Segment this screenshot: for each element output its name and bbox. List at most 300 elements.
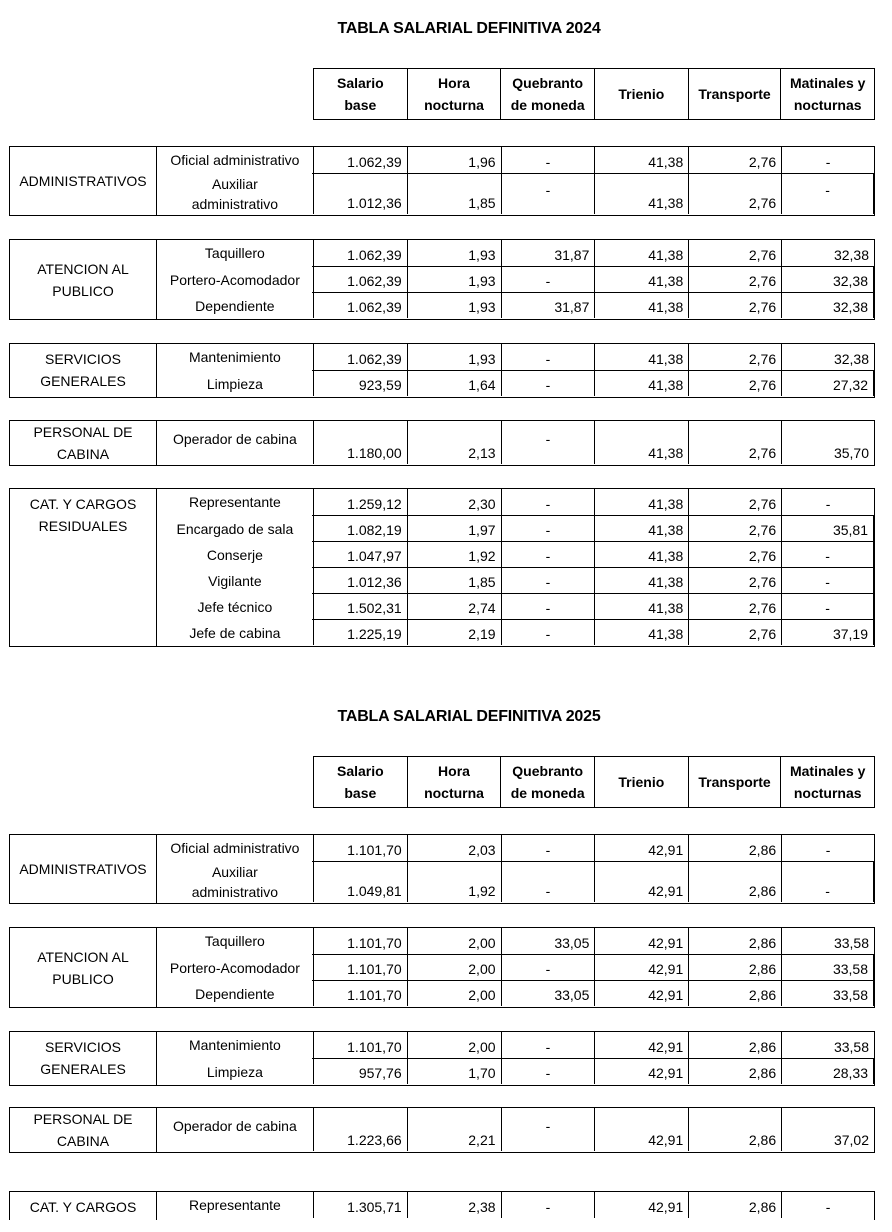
column-header-label — [698, 83, 770, 105]
group-block — [9, 420, 875, 466]
group-rows — [157, 835, 874, 902]
cell-salario-base: 1.101,70 — [314, 928, 408, 954]
group-name-line: PUBLICO — [52, 970, 114, 987]
divider-mask — [157, 1058, 312, 1059]
group-name-text — [37, 946, 129, 990]
cell-trienio: 42,91 — [595, 862, 689, 902]
cell-quebranto-moneda: - — [502, 542, 596, 567]
cell-hora-nocturna: 1,64 — [408, 371, 502, 396]
cell-quebranto-moneda: 33,05 — [502, 928, 596, 954]
category-label: Representante — [157, 489, 314, 515]
cell-salario-base: 1.082,19 — [314, 516, 408, 541]
cell-quebranto-moneda: 31,87 — [502, 240, 596, 266]
group-name-line: CABINA — [56, 446, 110, 462]
table-row — [157, 1192, 874, 1218]
table-row — [157, 266, 874, 292]
cell-matinales-nocturnas: 37,02 — [833, 1132, 869, 1148]
group-block — [9, 488, 875, 647]
column-header-line: nocturna — [424, 785, 484, 801]
column-header-label — [511, 72, 585, 116]
column-header-label — [618, 771, 664, 793]
column-header-trienio — [595, 757, 689, 807]
group-rows — [157, 1192, 874, 1218]
group-name — [10, 835, 157, 903]
column-header-label — [337, 760, 384, 804]
category-label: Jefe técnico — [157, 594, 314, 619]
category-label: Operador de cabina — [157, 421, 314, 464]
group-name-text — [40, 348, 126, 392]
group-block — [9, 927, 875, 1008]
column-header-hora-nocturna — [408, 69, 502, 119]
cell-quebranto-moneda: - — [502, 489, 596, 515]
cell-trienio: 41,38 — [595, 147, 689, 173]
table-row — [157, 541, 874, 567]
cell-hora-nocturna: 1,92 — [408, 542, 502, 567]
column-header-row — [313, 756, 875, 808]
column-header-line: Trienio — [618, 86, 665, 102]
cell-transporte: 2,76 — [689, 568, 782, 593]
table-row — [157, 1058, 874, 1084]
group-name-text — [19, 170, 146, 192]
cell-matinales-nocturnas: - — [825, 1199, 831, 1215]
cell-trienio: 41,38 — [595, 542, 689, 567]
group-block — [9, 343, 875, 398]
cell-salario-base: 1.305,71 — [314, 1192, 408, 1218]
table-row — [157, 593, 874, 619]
column-header-row — [313, 68, 875, 120]
group-name-text — [33, 421, 132, 465]
group-name-line: ATENCION AL — [37, 948, 129, 965]
cell-hora-nocturna: 1,93 — [408, 344, 502, 370]
column-header-salario-base — [314, 757, 408, 807]
cell-matinales-nocturnas: 33,58 — [782, 981, 874, 1006]
group-name-text — [19, 858, 146, 880]
cell-transporte: 2,76 — [689, 489, 782, 515]
cell-salario-base: 1.223,66 — [314, 1108, 408, 1151]
cell-trienio: 41,38 — [595, 421, 689, 464]
divider-mask — [157, 593, 312, 594]
group-name-text — [30, 1196, 137, 1218]
table-row — [157, 619, 874, 645]
cell-matinales-nocturnas: 33,58 — [833, 935, 870, 951]
cell-transporte: 2,76 — [689, 267, 782, 292]
cell-hora-nocturna: 1,92 — [408, 862, 502, 902]
cell-salario-base: 923,59 — [314, 371, 408, 396]
cell-hora-nocturna: 1,85 — [408, 174, 502, 214]
cell-hora-nocturna: 1,97 — [408, 516, 502, 541]
cell-hora-nocturna: 2,00 — [408, 955, 502, 980]
divider-mask — [157, 980, 312, 981]
cell-matinales-nocturnas: 32,38 — [782, 293, 874, 318]
cell-quebranto-moneda: - — [502, 955, 596, 980]
cell-transporte: 2,76 — [689, 516, 782, 541]
group-name — [10, 1192, 157, 1220]
column-header-matinales-nocturnas — [781, 757, 875, 807]
table-row — [157, 489, 874, 515]
column-header-quebranto-moneda — [501, 69, 595, 119]
cell-hora-nocturna: 1,93 — [408, 240, 502, 266]
table-row — [157, 1032, 874, 1058]
cell-hora-nocturna: 1,96 — [408, 147, 502, 173]
table-title: TABLA SALARIAL DEFINITIVA 2025 — [337, 708, 601, 725]
cell-transporte: 2,86 — [689, 1108, 782, 1151]
cell-matinales-nocturnas: 33,58 — [782, 955, 874, 980]
table-row — [157, 421, 874, 464]
group-name — [10, 147, 157, 215]
cell-hora-nocturna: 2,00 — [408, 1032, 502, 1058]
column-header-label — [618, 83, 664, 105]
cell-trienio: 42,91 — [595, 981, 689, 1006]
cell-matinales-nocturnas: 33,58 — [833, 1039, 869, 1055]
group-rows — [157, 421, 874, 464]
group-rows — [157, 240, 874, 318]
cell-transporte: 2,86 — [689, 862, 782, 902]
column-header-line: Salario — [336, 75, 384, 91]
group-rows — [157, 147, 874, 214]
category-line: administrativo — [191, 884, 279, 900]
cell-trienio: 41,38 — [595, 620, 689, 645]
column-header-label — [337, 72, 384, 116]
group-name-line: ATENCION AL — [37, 260, 129, 277]
divider-mask — [157, 266, 312, 267]
cell-matinales-nocturnas: 35,70 — [833, 445, 869, 461]
group-name-text — [37, 258, 129, 302]
column-header-line: Quebranto — [512, 763, 584, 779]
group-name-line: PERSONAL DE — [33, 424, 133, 440]
cell-transporte: 2,86 — [689, 1032, 782, 1058]
column-header-line: nocturna — [424, 97, 484, 113]
group-name — [10, 489, 157, 646]
cell-matinales-nocturnas: 35,81 — [782, 516, 874, 541]
category-label: Representante — [157, 1192, 314, 1218]
group-name-line: ADMINISTRATIVOS — [19, 861, 147, 877]
cell-matinales-nocturnas: - — [825, 154, 831, 170]
cell-trienio: 42,91 — [595, 1192, 689, 1218]
table-row — [157, 344, 874, 370]
group-name-line: SERVICIOS — [45, 1039, 121, 1055]
category-label: Dependiente — [157, 293, 314, 318]
column-header-line: Hora — [438, 75, 470, 91]
column-header-line: nocturnas — [793, 97, 862, 113]
divider-mask — [157, 173, 312, 174]
category-line: administrativo — [191, 196, 279, 212]
column-header-hora-nocturna — [408, 757, 502, 807]
table-row — [157, 928, 874, 954]
category-label: Taquillero — [157, 240, 314, 266]
cell-matinales-nocturnas: 32,38 — [833, 247, 870, 263]
cell-quebranto-moneda: - — [502, 1108, 596, 1151]
cell-hora-nocturna: 1,70 — [408, 1059, 502, 1084]
cell-trienio: 42,91 — [595, 928, 689, 954]
cell-matinales-nocturnas: - — [782, 542, 874, 567]
cell-transporte: 2,76 — [689, 620, 782, 645]
cell-trienio: 42,91 — [595, 1032, 689, 1058]
column-header-label — [511, 760, 585, 804]
table-row — [157, 147, 874, 173]
cell-transporte: 2,86 — [689, 1192, 782, 1218]
cell-hora-nocturna: 1,93 — [408, 267, 502, 292]
category-label: Oficial administrativo — [157, 147, 314, 173]
cell-transporte: 2,76 — [689, 344, 782, 370]
cell-quebranto-moneda: - — [502, 568, 596, 593]
column-header-label — [698, 771, 770, 793]
column-header-line: base — [344, 785, 377, 801]
cell-matinales-nocturnas: 28,33 — [782, 1059, 874, 1084]
cell-matinales-nocturnas: - — [825, 496, 831, 512]
group-name — [10, 928, 157, 1007]
cell-quebranto-moneda: 31,87 — [502, 293, 596, 318]
table-row — [157, 1108, 874, 1151]
cell-hora-nocturna: 2,00 — [408, 928, 502, 954]
cell-quebranto-moneda: - — [502, 344, 596, 370]
cell-matinales-nocturnas: 32,38 — [782, 267, 874, 292]
column-header-line: Matinales y — [789, 763, 866, 779]
group-name-line: CAT. Y CARGOS — [29, 1199, 137, 1215]
table-row — [157, 835, 874, 861]
column-header-line: Matinales y — [789, 75, 866, 91]
column-header-salario-base — [314, 69, 408, 119]
table-row — [157, 861, 874, 902]
cell-matinales-nocturnas: 37,19 — [782, 620, 874, 645]
cell-quebranto-moneda: - — [502, 1032, 596, 1058]
column-header-line: de moneda — [510, 97, 585, 113]
cell-quebranto-moneda: - — [502, 421, 596, 464]
cell-transporte: 2,86 — [689, 928, 782, 954]
column-header-line: Transporte — [698, 86, 771, 102]
column-header-line: Salario — [336, 763, 384, 779]
cell-quebranto-moneda: - — [502, 620, 596, 645]
cell-salario-base: 1.012,36 — [314, 174, 408, 214]
cell-quebranto-moneda: - — [502, 516, 596, 541]
column-header-matinales-nocturnas — [781, 69, 875, 119]
category-label: Limpieza — [157, 1059, 314, 1084]
cell-quebranto-moneda: - — [502, 862, 596, 902]
cell-hora-nocturna: 1,85 — [408, 568, 502, 593]
divider-mask — [157, 370, 312, 371]
cell-transporte: 2,76 — [689, 594, 782, 619]
cell-matinales-nocturnas: - — [782, 174, 874, 214]
group-block — [9, 1191, 875, 1220]
category-line: Auxiliar — [211, 864, 258, 880]
category-label — [157, 862, 314, 902]
cell-hora-nocturna: 2,03 — [408, 835, 502, 861]
cell-salario-base: 1.101,70 — [314, 955, 408, 980]
column-header-line: Quebranto — [512, 75, 584, 91]
cell-salario-base: 1.062,39 — [314, 267, 408, 292]
column-header-quebranto-moneda — [501, 757, 595, 807]
cell-salario-base: 1.180,00 — [314, 421, 408, 464]
divider-mask — [157, 567, 312, 568]
group-name-line: ADMINISTRATIVOS — [19, 173, 147, 189]
cell-salario-base: 1.062,39 — [314, 147, 408, 173]
group-name-line: SERVICIOS — [45, 351, 121, 367]
cell-salario-base: 1.225,19 — [314, 620, 408, 645]
cell-quebranto-moneda: - — [502, 267, 596, 292]
category-label: Encargado de sala — [157, 516, 314, 541]
group-name-line: CAT. Y CARGOS — [29, 496, 137, 512]
group-block — [9, 1107, 875, 1153]
cell-transporte: 2,76 — [689, 293, 782, 318]
divider-mask — [157, 541, 312, 542]
group-block — [9, 834, 875, 904]
column-header-label — [790, 72, 865, 116]
cell-quebranto-moneda: - — [502, 835, 596, 861]
column-header-transporte — [689, 69, 782, 119]
cell-trienio: 41,38 — [595, 267, 689, 292]
group-rows — [157, 344, 874, 396]
cell-hora-nocturna: 2,13 — [408, 421, 502, 464]
cell-quebranto-moneda: - — [502, 1192, 596, 1218]
column-header-line: nocturnas — [793, 785, 862, 801]
cell-transporte: 2,76 — [689, 542, 782, 567]
category-label: Dependiente — [157, 981, 314, 1006]
group-name-line: GENERALES — [40, 1061, 126, 1077]
cell-hora-nocturna: 2,19 — [408, 620, 502, 645]
category-label: Oficial administrativo — [157, 835, 314, 861]
cell-trienio: 41,38 — [595, 489, 689, 515]
group-name-text — [40, 1036, 126, 1080]
group-name-line: GENERALES — [40, 373, 126, 389]
cell-salario-base: 1.502,31 — [314, 594, 408, 619]
column-header-line: de moneda — [510, 785, 585, 801]
cell-salario-base: 1.101,70 — [314, 1032, 408, 1058]
group-block — [9, 239, 875, 320]
group-name — [10, 240, 157, 319]
cell-quebranto-moneda: - — [502, 371, 596, 396]
cell-quebranto-moneda: - — [502, 594, 596, 619]
cell-transporte: 2,76 — [689, 240, 782, 266]
cell-salario-base: 1.047,97 — [314, 542, 408, 567]
cell-trienio: 41,38 — [595, 240, 689, 266]
cell-trienio: 41,38 — [595, 344, 689, 370]
cell-matinales-nocturnas: - — [782, 594, 874, 619]
category-label: Conserje — [157, 542, 314, 567]
group-name — [10, 1032, 157, 1085]
group-name-line: PUBLICO — [52, 282, 114, 299]
cell-trienio: 41,38 — [595, 594, 689, 619]
cell-hora-nocturna: 1,93 — [408, 293, 502, 318]
cell-hora-nocturna: 2,30 — [408, 489, 502, 515]
table-row — [157, 173, 874, 214]
category-label: Taquillero — [157, 928, 314, 954]
column-header-line: Transporte — [698, 774, 771, 790]
cell-trienio: 41,38 — [595, 568, 689, 593]
group-name-line: RESIDUALES — [38, 518, 128, 534]
cell-transporte: 2,86 — [689, 955, 782, 980]
cell-matinales-nocturnas: - — [782, 862, 874, 902]
table-title: TABLA SALARIAL DEFINITIVA 2024 — [337, 20, 601, 37]
column-header-label — [424, 72, 484, 116]
cell-transporte: 2,76 — [689, 174, 782, 214]
table-row — [157, 370, 874, 396]
divider-mask — [157, 292, 312, 293]
cell-quebranto-moneda: - — [502, 147, 596, 173]
category-label: Jefe de cabina — [157, 620, 314, 645]
cell-trienio: 41,38 — [595, 371, 689, 396]
cell-trienio: 42,91 — [595, 835, 689, 861]
cell-trienio: 42,91 — [595, 1108, 689, 1151]
group-name-text — [33, 1108, 132, 1152]
cell-transporte: 2,76 — [689, 371, 782, 396]
cell-transporte: 2,86 — [689, 1059, 782, 1084]
category-label: Mantenimiento — [157, 344, 314, 370]
cell-trienio: 42,91 — [595, 1059, 689, 1084]
group-name-line: CABINA — [56, 1133, 110, 1149]
cell-salario-base: 1.062,39 — [314, 344, 408, 370]
column-header-transporte — [689, 757, 782, 807]
table-row — [157, 515, 874, 541]
column-header-trienio — [595, 69, 689, 119]
group-rows — [157, 1032, 874, 1084]
group-name — [10, 1108, 157, 1152]
cell-transporte: 2,76 — [689, 147, 782, 173]
cell-salario-base: 1.101,70 — [314, 981, 408, 1006]
cell-quebranto-moneda: - — [502, 1059, 596, 1084]
table-row — [157, 567, 874, 593]
cell-transporte: 2,86 — [689, 981, 782, 1006]
column-header-line: Hora — [438, 763, 470, 779]
cell-trienio: 41,38 — [595, 293, 689, 318]
divider-mask — [157, 954, 312, 955]
table-row — [157, 292, 874, 318]
group-name-text — [30, 493, 137, 537]
cell-matinales-nocturnas: - — [782, 568, 874, 593]
group-block — [9, 1031, 875, 1086]
cell-matinales-nocturnas: 32,38 — [833, 351, 869, 367]
cell-salario-base: 957,76 — [314, 1059, 408, 1084]
table-row — [157, 954, 874, 980]
category-label — [157, 174, 314, 214]
divider-mask — [157, 861, 312, 862]
cell-trienio: 41,38 — [595, 174, 689, 214]
category-label: Mantenimiento — [157, 1032, 314, 1058]
category-line: Auxiliar — [211, 176, 258, 192]
cell-hora-nocturna: 2,00 — [408, 981, 502, 1006]
column-header-label — [790, 760, 865, 804]
category-label: Portero-Acomodador — [157, 955, 314, 980]
cell-quebranto-moneda: 33,05 — [502, 981, 596, 1006]
cell-matinales-nocturnas: 27,32 — [782, 371, 874, 396]
cell-hora-nocturna: 2,74 — [408, 594, 502, 619]
group-name — [10, 421, 157, 465]
divider-mask — [157, 619, 312, 620]
cell-quebranto-moneda: - — [502, 174, 596, 214]
cell-salario-base: 1.259,12 — [314, 489, 408, 515]
column-header-line: Trienio — [618, 774, 665, 790]
column-header-label — [424, 760, 484, 804]
cell-matinales-nocturnas: - — [825, 842, 831, 858]
category-label: Operador de cabina — [157, 1108, 314, 1151]
group-rows — [157, 1108, 874, 1151]
group-rows — [157, 489, 874, 645]
cell-hora-nocturna: 2,38 — [408, 1192, 502, 1218]
table-row — [157, 240, 874, 266]
cell-transporte: 2,76 — [689, 421, 782, 464]
group-name — [10, 344, 157, 397]
group-rows — [157, 928, 874, 1006]
category-label: Portero-Acomodador — [157, 267, 314, 292]
category-label: Vigilante — [157, 568, 314, 593]
cell-transporte: 2,86 — [689, 835, 782, 861]
column-header-line: base — [344, 97, 377, 113]
group-block — [9, 146, 875, 216]
group-name-line: PERSONAL DE — [33, 1111, 133, 1127]
cell-hora-nocturna: 2,21 — [408, 1108, 502, 1151]
cell-salario-base: 1.062,39 — [314, 293, 408, 318]
cell-salario-base: 1.062,39 — [314, 240, 408, 266]
cell-trienio: 42,91 — [595, 955, 689, 980]
cell-salario-base: 1.012,36 — [314, 568, 408, 593]
